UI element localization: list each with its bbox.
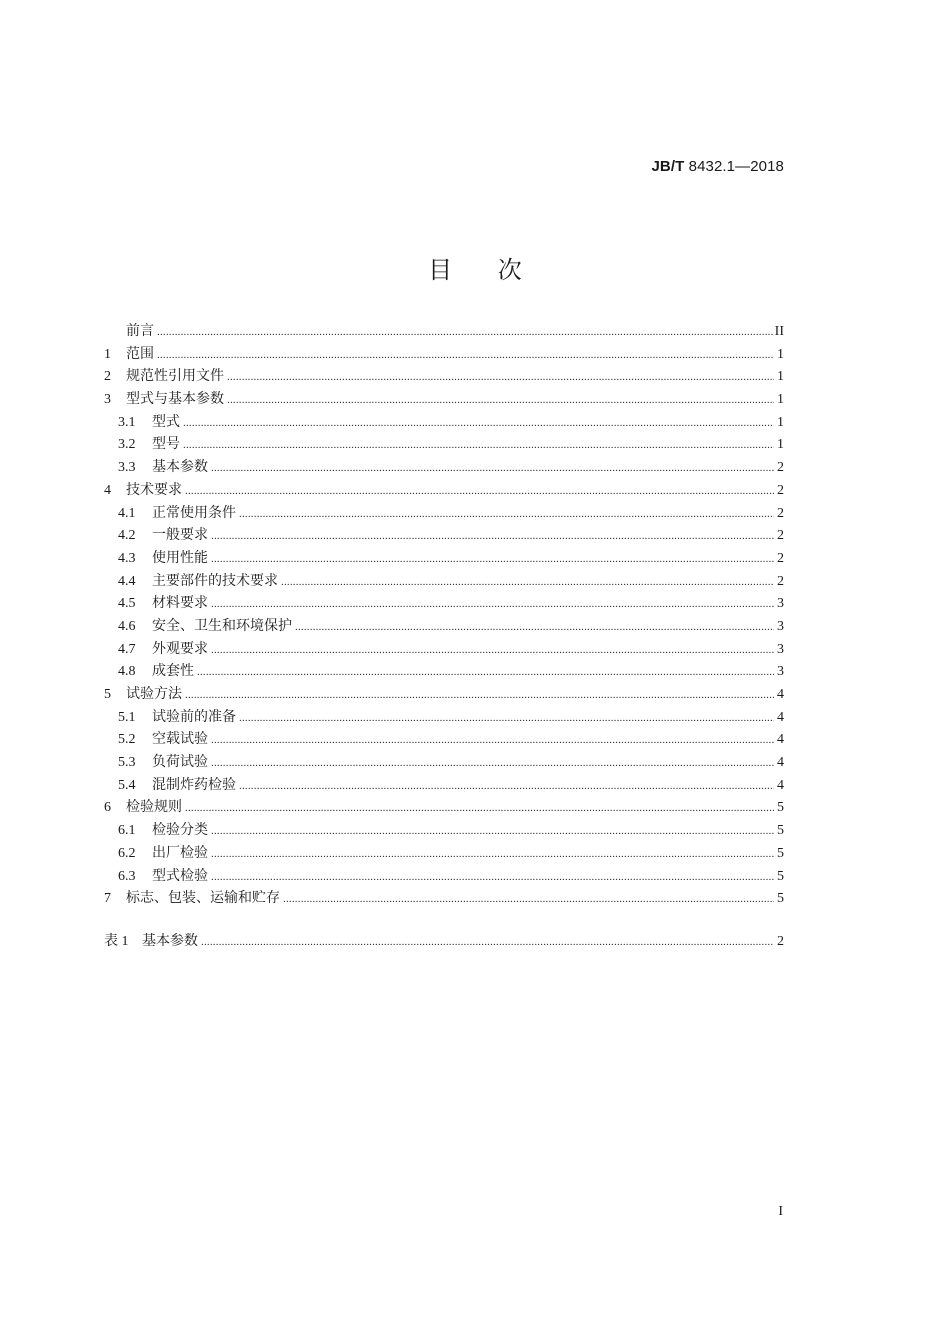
toc-dot-leader <box>227 366 774 389</box>
toc-entry-page: II <box>774 324 784 339</box>
toc-entry[interactable] <box>104 412 784 435</box>
toc-entry-number: 5.1 <box>118 709 136 725</box>
toc-entry-label: 基本参数 <box>152 460 208 476</box>
toc-entry-label: 基本参数 <box>142 933 198 949</box>
toc-entry-number: 4.3 <box>118 550 136 566</box>
toc-entry-number: 6.1 <box>118 823 136 839</box>
toc-dot-leader <box>239 775 774 798</box>
toc-entry-page: 1 <box>777 392 784 408</box>
toc-entry-number: 2 <box>104 369 111 385</box>
toc-entry[interactable] <box>104 389 784 412</box>
toc-dot-leader <box>211 866 774 889</box>
toc-entry-label: 外观要求 <box>152 641 208 657</box>
toc-entry[interactable] <box>104 503 784 526</box>
toc-entry-label: 技术要求 <box>126 482 182 498</box>
table-of-contents <box>104 321 784 954</box>
toc-entry-label: 型号 <box>152 437 180 453</box>
toc-dot-leader <box>211 525 774 548</box>
toc-entry-number: 3 <box>104 392 111 408</box>
toc-entry[interactable] <box>104 571 784 594</box>
toc-entry-number: 3.1 <box>118 414 136 430</box>
toc-entry-number: 4.5 <box>118 596 136 612</box>
toc-dot-leader <box>239 707 774 730</box>
toc-entry-number: 4.7 <box>118 641 136 657</box>
toc-entry-page: 1 <box>777 414 784 430</box>
toc-entry-number: 4.2 <box>118 528 136 544</box>
toc-entry-number: 5 <box>104 687 111 702</box>
toc-entry-number: 5.2 <box>118 732 136 748</box>
toc-entry[interactable] <box>104 729 784 752</box>
toc-entry[interactable] <box>104 684 784 707</box>
toc-entry-number: 4.4 <box>118 573 136 589</box>
toc-entry-label: 检验规则 <box>126 800 182 816</box>
toc-entry-number: 6.3 <box>118 868 136 884</box>
toc-dot-leader <box>185 480 774 503</box>
toc-entry-page: 2 <box>777 460 784 476</box>
toc-entry-label: 出厂检验 <box>152 845 208 861</box>
toc-entry[interactable] <box>104 707 784 730</box>
toc-entry-label: 空载试验 <box>152 732 208 748</box>
toc-entry[interactable] <box>104 931 784 954</box>
toc-entry-label: 试验前的准备 <box>152 709 236 725</box>
toc-entry-label: 试验方法 <box>126 687 182 702</box>
toc-dot-leader <box>183 434 774 457</box>
document-code-prefix: JB/T <box>651 158 685 175</box>
toc-entry-page: 2 <box>777 528 784 544</box>
toc-entry[interactable] <box>104 888 784 911</box>
toc-entry-page: 2 <box>777 550 784 566</box>
toc-entry-page: 2 <box>777 482 784 498</box>
toc-entry-number: 7 <box>104 891 111 907</box>
toc-entry-number: 3.3 <box>118 460 136 476</box>
toc-entry-label: 型式 <box>152 414 180 430</box>
toc-dot-leader <box>157 344 774 367</box>
toc-entry[interactable] <box>104 616 784 639</box>
toc-dot-leader <box>183 412 774 435</box>
toc-dot-leader <box>157 321 773 344</box>
toc-entry-page: 4 <box>777 777 784 793</box>
toc-entry-number: 3.2 <box>118 437 136 453</box>
toc-entry[interactable] <box>104 639 784 662</box>
toc-entry-label: 负荷试验 <box>152 755 208 771</box>
toc-entry-label: 成套性 <box>152 664 194 680</box>
toc-dot-leader <box>211 457 774 480</box>
toc-entry-page: 4 <box>777 732 784 748</box>
toc-entry-label: 正常使用条件 <box>152 505 236 521</box>
toc-entry[interactable] <box>104 480 784 503</box>
toc-entry[interactable] <box>104 434 784 457</box>
toc-entry-page: 5 <box>777 868 784 884</box>
toc-entry-number: 1 <box>104 346 111 362</box>
toc-entry-number: 4.1 <box>118 505 136 521</box>
toc-entry[interactable] <box>104 866 784 889</box>
toc-entry[interactable] <box>104 525 784 548</box>
toc-entry-label: 混制炸药检验 <box>152 777 236 793</box>
toc-entry-page: 1 <box>777 346 784 362</box>
toc-entry-page: 4 <box>777 755 784 771</box>
toc-entry[interactable] <box>104 752 784 775</box>
toc-dot-leader <box>211 729 774 752</box>
toc-dot-leader <box>185 797 774 820</box>
toc-entry-number: 表 1 <box>104 933 129 949</box>
toc-entry-page: 5 <box>777 800 784 816</box>
toc-entry[interactable] <box>104 366 784 389</box>
toc-dot-leader <box>211 639 774 662</box>
toc-entry[interactable] <box>104 457 784 480</box>
toc-entry-page: 5 <box>777 845 784 861</box>
document-code-number: 8432.1—2018 <box>684 158 784 175</box>
toc-entry-label: 规范性引用文件 <box>126 369 224 385</box>
toc-entry-number: 4.6 <box>118 618 136 634</box>
toc-entry-label: 一般要求 <box>152 528 208 544</box>
toc-entry[interactable] <box>104 548 784 571</box>
toc-dot-leader <box>211 548 774 571</box>
toc-dot-leader <box>227 389 774 412</box>
toc-entry-page: 1 <box>777 437 784 453</box>
toc-entry-number: 6.2 <box>118 845 136 861</box>
toc-entry[interactable] <box>104 661 784 684</box>
toc-dot-leader <box>283 888 774 911</box>
toc-entry-number: 5.4 <box>118 777 136 793</box>
toc-entry-label: 材料要求 <box>152 596 208 612</box>
toc-entry[interactable] <box>104 797 784 820</box>
page-title: 目 次 <box>428 256 522 284</box>
toc-entry-page: 3 <box>777 618 784 634</box>
toc-entry-page: 3 <box>777 641 784 657</box>
toc-entry[interactable] <box>104 344 784 367</box>
toc-entry-page: 5 <box>777 823 784 839</box>
toc-dot-leader <box>295 616 774 639</box>
toc-entry-number: 6 <box>104 800 111 816</box>
toc-dot-leader <box>201 931 774 954</box>
toc-entry[interactable] <box>104 775 784 798</box>
toc-entry[interactable] <box>104 820 784 843</box>
toc-entry-label: 范围 <box>126 346 154 362</box>
toc-entry-page: 2 <box>777 933 784 949</box>
toc-entry[interactable] <box>104 321 784 344</box>
toc-entry[interactable] <box>104 593 784 616</box>
toc-dot-leader <box>281 571 774 594</box>
toc-entry-page: 5 <box>777 891 784 907</box>
toc-dot-leader <box>197 661 774 684</box>
toc-entry-label: 标志、包装、运输和贮存 <box>126 891 280 907</box>
toc-entry-label: 检验分类 <box>152 823 208 839</box>
toc-entry-page: 3 <box>777 664 784 680</box>
toc-entry-number: 4 <box>104 482 111 498</box>
toc-dot-leader <box>239 503 774 526</box>
toc-entry-page: 2 <box>777 573 784 589</box>
toc-entry-page: 4 <box>777 709 784 725</box>
toc-entry-label: 安全、卫生和环境保护 <box>152 618 292 634</box>
toc-entry-label: 型式与基本参数 <box>126 392 224 408</box>
toc-entry-page: 4 <box>777 687 784 702</box>
toc-entry-label: 型式检验 <box>152 868 208 884</box>
toc-entry-page: 3 <box>777 596 784 612</box>
toc-entry-page: 2 <box>777 505 784 521</box>
toc-entry[interactable] <box>104 843 784 866</box>
toc-dot-leader <box>211 843 774 866</box>
toc-dot-leader <box>211 752 774 775</box>
toc-entry-label: 前言 <box>126 324 154 339</box>
page-number: I <box>778 1204 783 1219</box>
toc-entry-label: 使用性能 <box>152 550 208 566</box>
toc-dot-leader <box>211 820 774 843</box>
toc-entry-label: 主要部件的技术要求 <box>152 573 278 589</box>
toc-dot-leader <box>211 593 774 616</box>
toc-entry-number: 4.8 <box>118 664 136 680</box>
toc-entry-number: 5.3 <box>118 755 136 771</box>
document-code <box>651 158 784 175</box>
toc-dot-leader <box>185 684 774 707</box>
toc-entry-page: 1 <box>777 369 784 385</box>
